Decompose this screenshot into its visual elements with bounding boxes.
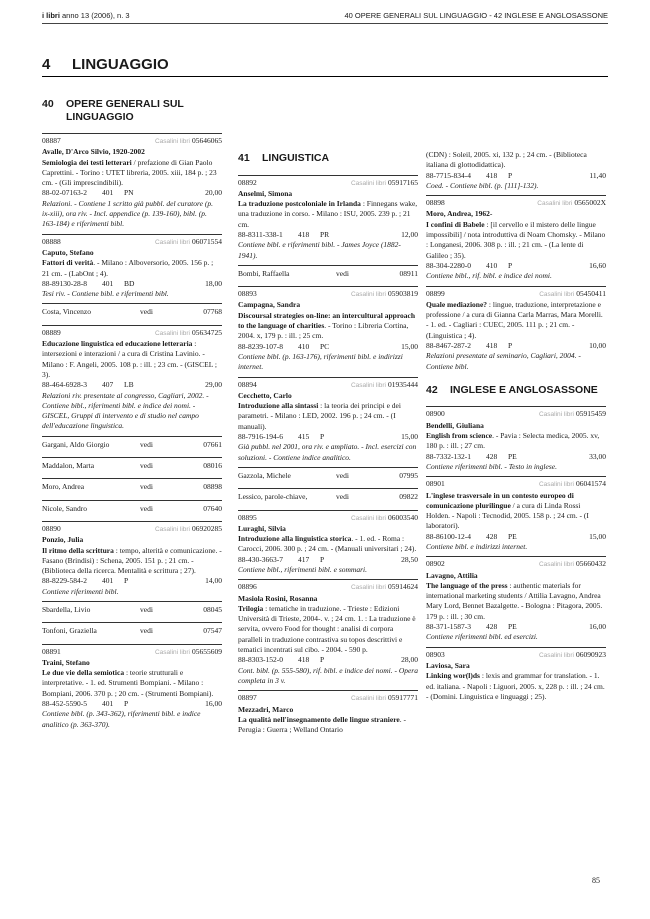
bib-entry: 08888 Casalini libri 06071554 Caputo, Stefano Fattori di verità. - Milano : Alboversorio, 2005. 156 p. ; 21 cm. - (LabOnt ; 4). 88-89130-28-8 401 BD 18,00 Tesi riv. - Contiene bibl. e riferimenti bibl. xyxy=(42,234,222,304)
page-number: 85 xyxy=(592,876,600,885)
bib-entry: 08900 Casalini libri 05915459 Bendelli, Giuliana English from science. - Pavia : Selecta medica, 2005. xv, 180 p. : ill. ; 27 cm. 88-7332-132-1 428 PE 33,00 Contiene riferimenti bibl. - Testo in inglese. xyxy=(426,406,606,476)
chapter-rule xyxy=(42,76,608,77)
cross-reference: Maddalon, Marta vedi 08016 xyxy=(42,457,222,478)
section-heading-42: 42 INGLESE E ANGLOSASSONE xyxy=(426,383,598,396)
cross-reference: Bombi, Raffaella vedi 08911 xyxy=(238,265,418,286)
cross-reference: Lessico, parole-chiave, vedi 09822 xyxy=(238,488,418,509)
section-heading-40: 40 OPERE GENERALI SUL LINGUAGGIO xyxy=(42,98,184,123)
cross-reference: Moro, Andrea vedi 08898 xyxy=(42,478,222,499)
bib-entry: 08899 Casalini libri 05450411 Quale mediazione? : lingue, traduzione, interpretazione e professione / a cura di Gianna Carla Marras, Mara Morelli. - 1. ed. - Cagliari : CUEC, 2005. 111 p. ; 21 cm. - (Linguistica ; 4). 88-8467-287-2 418 P 10,00 Relazioni presentate al seminario, Cagliari, 2004. - Contiene bibl. xyxy=(426,286,606,376)
journal-info: i libri anno 13 (2006), n. 3 xyxy=(42,10,130,20)
header-rule xyxy=(42,23,608,24)
bib-entry: 08891 Casalini libri 05655609 Traini, Stefano Le due vie della semiotica : teorie strutturali e interpretative. - 1. ed. Strumenti Bompiani. - Milano : Bompiani, 2006. 370 p. ; 20 cm. - (Strumenti Bompiani). 88-452-5590-5 401 P 16,00 Contiene bibl. (p. 343-362), riferimenti bibl. e indice analitico (p. 363-370). xyxy=(42,644,222,734)
bib-entry: 08895 Casalini libri 06003540 Luraghi, Silvia Introduzione alla linguistica storica. - 1. ed. - Roma : Carocci, 2006. 300 p. ; 24 cm. - (Manuali universitari ; 24). 88-430-3663-7 417 P 28,50 Contiene bibl., riferimenti bibl. e sommari. xyxy=(238,510,418,580)
bib-entry: 08892 Casalini libri 05917165 Anselmi, Simona La traduzione postcoloniale in Irlanda : Finnegans wake, una traduzione in corso. - Milano : ISU, 2005. 239 p. ; 21 cm. 88-8311-338-1 418 PR 12,00 Contiene bibl. e riferimenti bibl. - James Joyce (1882-1941). xyxy=(238,175,418,265)
bib-entry: 08901 Casalini libri 06041574 L'inglese trasversale in un contesto europeo di comunicazione plurilingue / a cura di Linda Rossi Holden. - Napoli : Tecnodid, 2005. 158 p. ; 24 cm. - (I laboratori). 88-86100-12-4 428 PE 15,00 Contiene bibl. e indirizzi internet. xyxy=(426,476,606,556)
cross-reference: Nicole, Sandro vedi 07640 xyxy=(42,500,222,521)
bib-entry: 08893 Casalini libri 05903819 Campagna, Sandra Discoursal strategies on-line: an intercultural approach to the language of charities. - Torino : Libreria Cortina, 2004. x, 179 p. : ill. ; 25 cm. 88-8239-107-8 410 PC 15,00 Contiene bibl. (p. 163-176), riferimenti bibl. e indirizzi internet. xyxy=(238,286,418,376)
cross-reference: Costa, Vincenzo vedi 07768 xyxy=(42,303,222,324)
cross-reference: Tonfoni, Graziella vedi 07547 xyxy=(42,622,222,643)
column-2 xyxy=(238,150,418,739)
column-1 xyxy=(42,96,222,734)
cross-reference: Sbardella, Livio vedi 08045 xyxy=(42,601,222,622)
cross-reference: Gargani, Aldo Giorgio vedi 07661 xyxy=(42,436,222,457)
section-heading-41: 41 LINGUISTICA xyxy=(238,152,330,164)
bib-entry: 08903 Casalini libri 06090923 Laviosa, Sara Linking wor(l)ds : lexis and grammar for translation. - 1. ed. italiana. - Napoli : Liguori, 2005. x, 228 p. : ill. ; 24 cm. - (Domini. Linguistica e linguaggi ; 25). xyxy=(426,647,606,706)
bib-entry-continued: (CDN) : Soleil, 2005. xi, 132 p. ; 24 cm. - (Biblioteca italiana di glottodidattica). 88-7715-834-4 418 P 11,40 Coed. - Contiene bibl. (p. [111]-132). xyxy=(426,150,606,190)
bib-entry: 08894 Casalini libri 01935444 Cecchetto, Carlo Introduzione alla sintassi : la teoria dei principi e dei parametri. - Milano : LED, 2002. 196 p. ; 24 cm. - (I manuali). 88-7916-194-6 415 P 15,00 Già pubbl. nel 2001, ora riv. e ampliato. - Incl. esercizi con soluzioni. - Contiene indice analitico. xyxy=(238,377,418,467)
header-section-titles: 40 OPERE GENERALI SUL LINGUAGGIO - 42 INGLESE E ANGLOSASSONE xyxy=(344,10,608,20)
bib-entry: 08890 Casalini libri 06920285 Ponzio, Julia Il ritmo della scrittura : tempo, alterità e comunicazione. - Fasano (Brindisi) : Schena, 2005. 151 p. ; 21 cm. - (Biblioteca della ricerca. Mentalità e scrittura ; 27). 88-8229-584-2 401 P 14,00 Contiene riferimenti bibl. xyxy=(42,521,222,601)
bib-entry: 08889 Casalini libri 05634725 Educazione linguistica ed educazione letteraria : intersezioni e interazioni / a cura di Cristina Lavinio. - Milano : F. Angeli, 2005. 108 p. : ill. ; 23 cm. - (GISCEL ; 3). 88-464-6928-3 407 LB 29,00 Relazioni riv. presentate al congresso, Cagliari, 2002. - Contiene bibl., riferimenti bibl. e indice dei nomi. - GISCEL, Gruppi di intervento e di studio nel campo dell'educazione linguistica. xyxy=(42,325,222,436)
column-3 xyxy=(426,150,606,706)
running-header xyxy=(42,8,608,22)
cross-reference: Gazzola, Michele vedi 07995 xyxy=(238,467,418,488)
bib-entry: 08896 Casalini libri 05914624 Masiola Rosini, Rosanna Trilogia : tematiche in traduzione. - Trieste : Edizioni Università di Trieste, 2004-. v. ; 24 cm. 1. : La traduzione è servita, ovvero Food for thought : analisi di corpora paralleli in traduzione contrastiva su topos descrittivi e tematici incentrati sul cibo. - 2004. - 590 p. 88-8303-152-0 418 P 28,00 Cont. bibl. (p. 555-580), rif. bibl. e indice dei nomi. - Opera completa in 3 v. xyxy=(238,579,418,690)
chapter-title: 4 LINGUAGGIO xyxy=(42,56,169,73)
bib-entry: 08902 Casalini libri 05660432 Lavagno, Attilia The language of the press : authentic materials for international marketing students / Attilia Lavagno, Andrea Mary Lord, Bennet Bazalgette. - Bologna : Pitagora, 2005. 179 p. : ill. ; 30 cm. 88-371-1587-3 428 PE 16,00 Contiene riferimenti bibl. ed esercizi. xyxy=(426,556,606,646)
bib-entry: 08897 Casalini libri 05917771 Mezzadri, Marco La qualità nell'insegnamento delle lingue straniere. - Perugia : Guerra ; Welland Ontario xyxy=(238,690,418,739)
bib-entry: 08898 Casalini libri 0565002X Moro, Andrea, 1962- I confini di Babele : [il cervello e il mistero delle lingue impossibili] / nota introduttiva di Noam Chomsky. - Milano : Longanesi, 2006. 308 p. : ill. ; 21 cm. - (La lente di Galileo ; 35). 88-304-2280-0 410 P 16,60 Contiene bibl., rif. bibl. e indice dei nomi. xyxy=(426,195,606,285)
bib-entry: 08887 Casalini libri 05646065 Avalle, D'Arco Silvio, 1920-2002 Semiologia dei testi letterari / prefazione di Gian Paolo Caprettini. - Torino : UTET libreria, 2005. xiii, 184 p. ; 23 cm. - (Gli imprescindibili). 88-02-07163-2 401 PN 20,00 Relazioni. - Contiene 1 scritto già pubbl. del curatore (p. ix-xiii), ora riv. - Incl. appendice (p. 139-160), bibl. (p. 163-184) e riferimenti bibl. xyxy=(42,133,222,234)
